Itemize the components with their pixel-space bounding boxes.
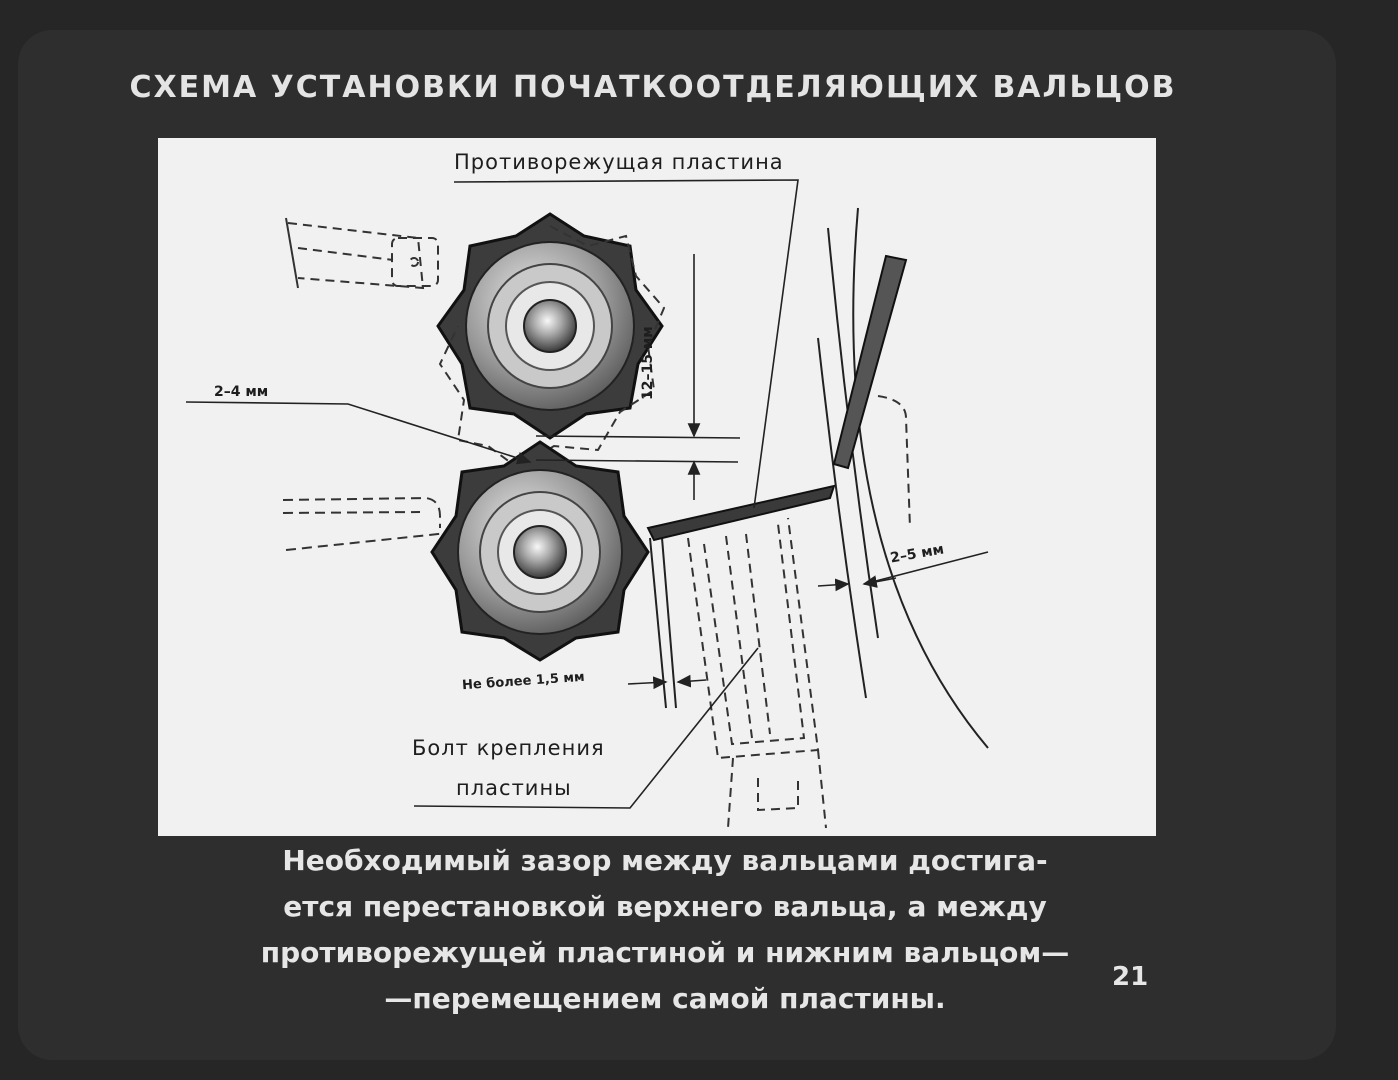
label-gap-frame: 2–5 мм xyxy=(889,541,946,567)
caption-line: —перемещением самой пластины. xyxy=(384,982,946,1015)
guide-blade xyxy=(834,256,906,468)
caption-line: Необходимый зазор между вальцами достига- xyxy=(282,844,1048,877)
label-gap-rollers: 2–4 мм xyxy=(214,384,269,400)
counter-plate xyxy=(648,486,834,540)
label-bolt-2: пластины xyxy=(456,776,572,800)
diagram-panel xyxy=(158,138,1156,836)
bracket-edge xyxy=(286,218,298,288)
label-counter-plate: Противорежущая пластина xyxy=(454,150,784,174)
slide-caption xyxy=(230,838,1100,1022)
label-gap-plate: Не более 1,5 мм xyxy=(461,669,586,694)
roller-diagram xyxy=(158,138,1156,836)
lower-arm-dashed xyxy=(283,498,448,550)
caption-line: противорежущей пластиной и нижним вальцом— xyxy=(260,936,1070,969)
frame-lines xyxy=(650,208,988,748)
page-number: 21 xyxy=(1112,962,1149,992)
slide-title: СХЕМА УСТАНОВКИ ПОЧАТКООТДЕЛЯЮЩИХ ВАЛЬЦОВ xyxy=(129,70,1177,105)
lower-roller xyxy=(432,442,648,660)
plate-bracket-dashed xyxy=(688,396,910,828)
upper-bracket-dashed xyxy=(288,223,438,288)
label-bolt-1: Болт крепления xyxy=(412,736,605,760)
label-shift-upper: 12–15 мм xyxy=(640,326,656,400)
caption-line: ется перестановкой верхнего вальца, а между xyxy=(283,890,1047,923)
